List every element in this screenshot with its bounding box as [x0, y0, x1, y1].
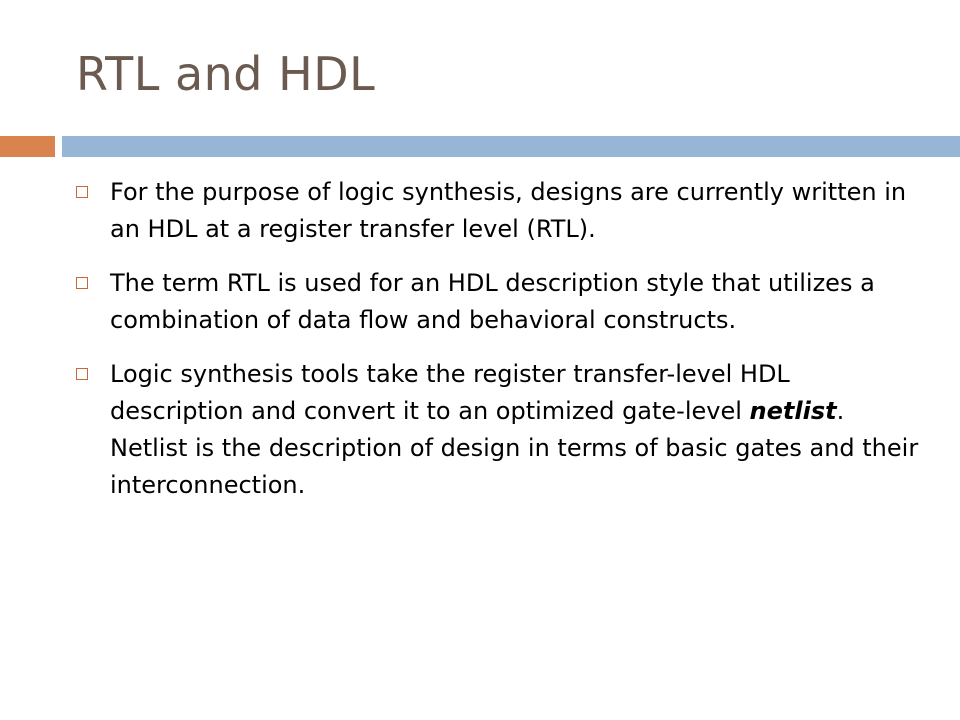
bullet-list: [76, 174, 926, 521]
hollow-square-bullet-icon: [76, 368, 88, 380]
bullet-text: The term RTL is used for an HDL description style that utilizes a combination of data flow and behavioral constructs.: [110, 269, 875, 334]
title-accent-bar: [0, 136, 55, 157]
bullet-text-segment: Logic synthesis tools take the register transfer-level HDL description and convert it to an optimized gate-level: [110, 360, 790, 425]
bullet-item: [76, 174, 926, 248]
hollow-square-bullet-icon: [76, 186, 88, 198]
emphasized-term-netlist: netlist: [749, 397, 837, 425]
hollow-square-bullet-icon: [76, 277, 88, 289]
bullet-text: For the purpose of logic synthesis, designs are currently written in an HDL at a register transfer level (RTL).: [110, 178, 907, 243]
bullet-text-segment: . Netlist is the description of design in terms of basic gates and their interconnection.: [110, 397, 919, 499]
title-divider-bar: [62, 136, 960, 157]
slide-title: RTL and HDL: [76, 47, 376, 101]
bullet-item: [76, 356, 926, 504]
bullet-item: [76, 265, 926, 339]
bullet-text: [110, 360, 918, 499]
